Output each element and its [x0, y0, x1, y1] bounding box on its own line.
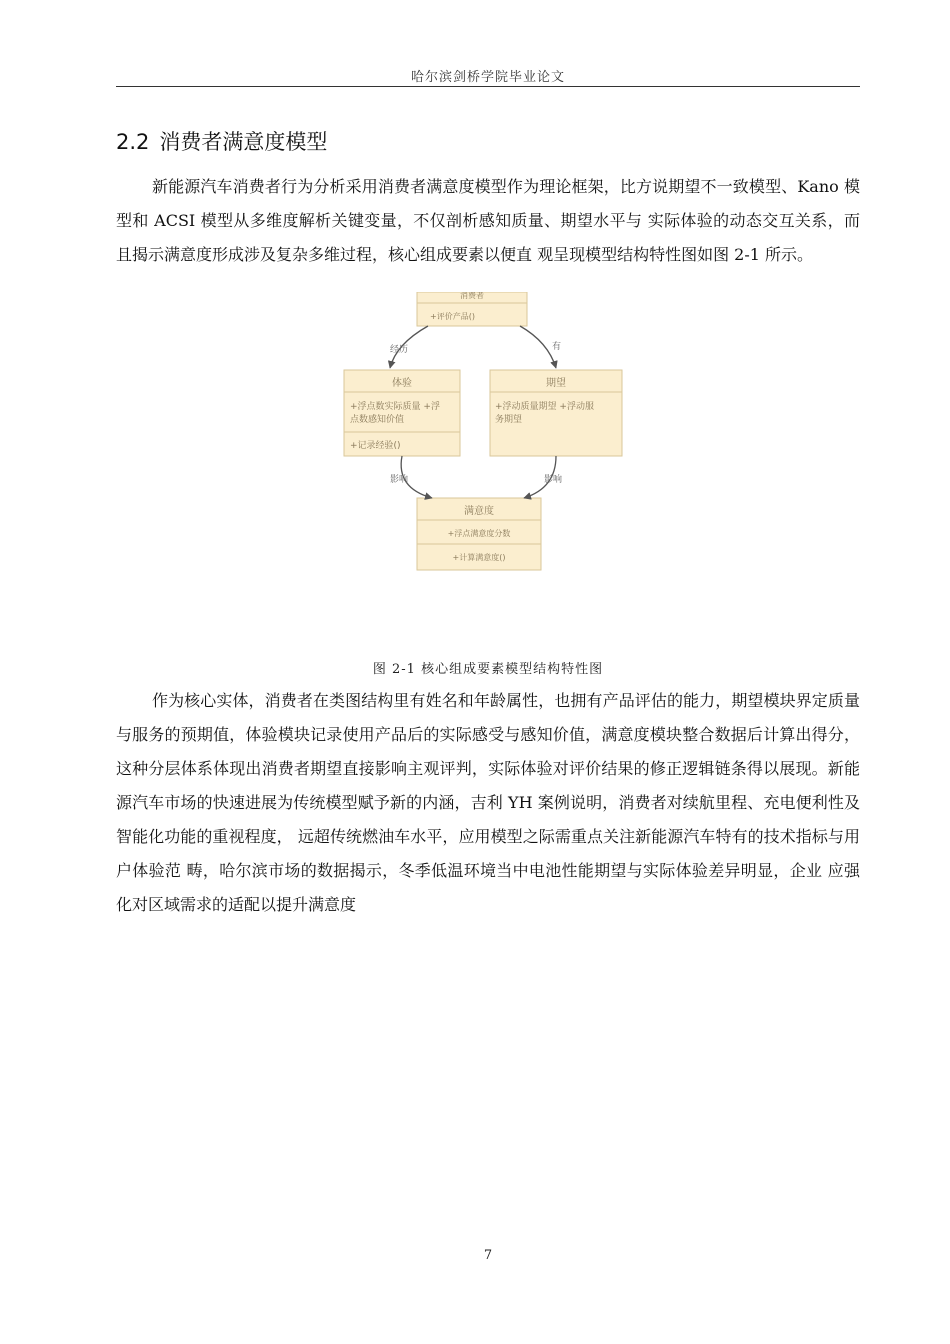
expectation-attr-line1: +浮动质量期望 +浮动服: [495, 402, 594, 412]
experience-name: 体验: [392, 378, 412, 389]
paragraph-2: 作为核心实体，消费者在类图结构里有姓名和年龄属性，也拥有产品评估的能力，期望模块界定质量与服务的预期值，体验模块记录使用产品后的实际感受与感知价值，满意度模块整合数据后计算出得分，这种分层体系体现出消费者期望直接影响主观评判，实际体验对评价结果的修正逻辑链条得以展现。新能源汽车市场的快速进展为传统模型赋予新的内涵，吉利 YH 案例说明，消费者对续航里程、充电便利性及智能化功能的重视程度， 远超传统燃油车水平，应用模型之际需重点关注新能源汽车特有的技术指标与用户体验范 畴，哈尔滨市场的数据揭示，冬季低温环境当中电池性能期望与实际体验差异明显，企业 应强化对区域需求的适配以提升满意度: [116, 691, 860, 914]
experience-attr-line2: 点数感知价值: [350, 415, 405, 425]
label-expectation-satisfaction: 影响: [544, 475, 563, 485]
label-consumer-expectation: 有: [552, 342, 562, 352]
figure-caption: 图 2-1 核心组成要素模型结构特性图: [372, 662, 604, 677]
experience-method: +记录经验(): [350, 441, 401, 451]
class-diagram: [330, 292, 630, 576]
consumer-box: [417, 292, 527, 326]
consumer-method: +评价产品(): [430, 312, 475, 321]
satisfaction-name: 满意度: [464, 506, 494, 517]
satisfaction-attr: +浮点满意度分数: [447, 529, 511, 538]
expectation-attr-line2: 务期望: [495, 415, 523, 425]
satisfaction-box: [417, 498, 541, 570]
experience-attr-line1: +浮点数实际质量 +浮: [350, 402, 440, 412]
satisfaction-method: +计算满意度(): [452, 553, 506, 562]
label-experience-satisfaction: 影响: [390, 475, 409, 485]
paragraph-1: 新能源汽车消费者行为分析采用消费者满意度模型作为理论框架，比方说期望不一致模型、Kano 模型和 ACSI 模型从多维度解析关键变量，不仅剖析感知质量、期望水平与 实际体验的动态交互关系，而且揭示满意度形成涉及复杂多维过程，核心组成要素以便直 观呈现模型结构特性图如图 2-1 所示。: [116, 177, 860, 264]
page-header: 哈尔滨剑桥学院毕业论文: [410, 70, 565, 85]
label-consumer-experience: 经历: [390, 345, 409, 355]
page-number: 7: [483, 1248, 493, 1263]
expectation-name: 期望: [546, 378, 566, 389]
arrow-consumer-expectation: [520, 326, 556, 368]
expectation-box: [490, 370, 622, 456]
header-rule: [116, 86, 860, 87]
consumer-name: 消费者: [460, 292, 484, 300]
section-heading: [116, 126, 327, 156]
experience-box: [344, 370, 460, 456]
section-title-text: 消费者满意度模型: [159, 130, 328, 154]
section-number: 2.2: [116, 130, 150, 154]
